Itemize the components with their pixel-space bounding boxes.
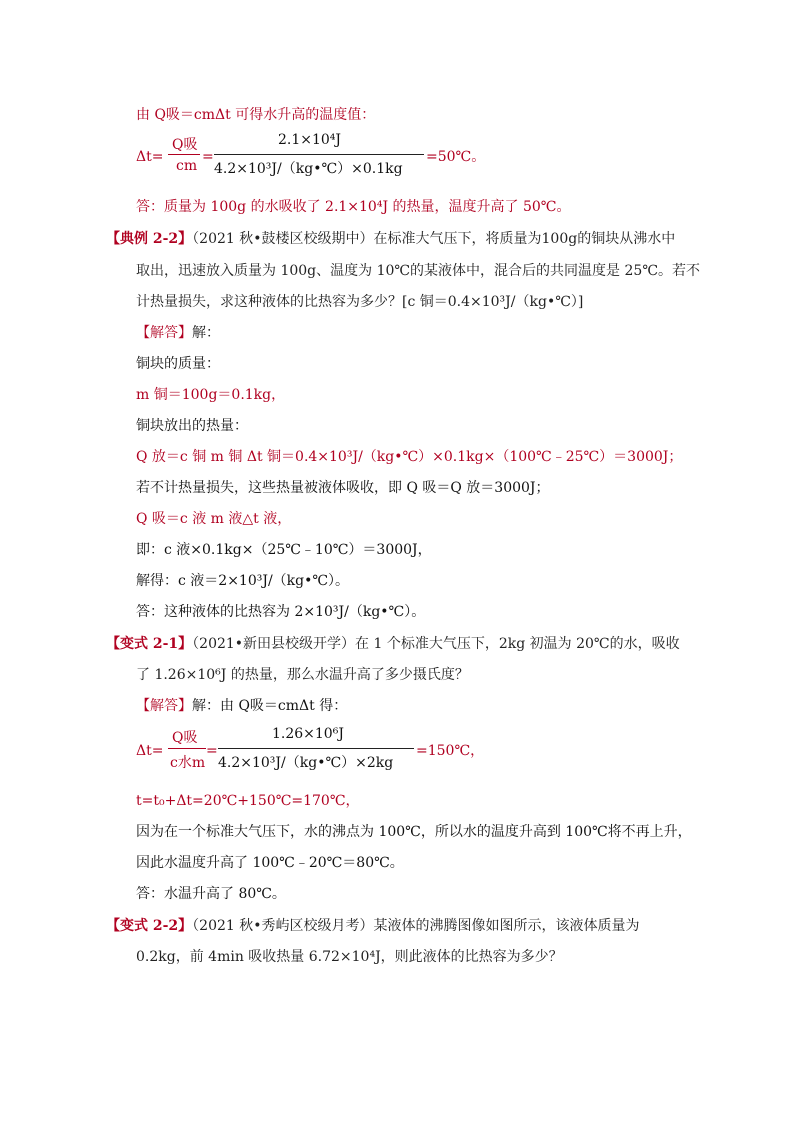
- example-line-1: （2021 秋•鼓楼区校级期中）在标准大气压下，将质量为100g的铜块从沸水中: [192, 231, 676, 247]
- example-2-2: [106, 230, 675, 248]
- sol-line-4: Q 放＝c 铜 m 铜 Δt 铜＝0.4×10³J/（kg•℃）×0.1kg×（100℃﹣25℃）＝3000J；: [136, 449, 683, 465]
- variant-solution-header: [136, 697, 347, 715]
- example-tag: 【典例 2-2】: [106, 231, 193, 247]
- solution-intro: 解：: [192, 325, 220, 341]
- variant-sol-line-2: 因为在一个标准大气压下，水的沸点为 100℃，所以水的温度升高到 100℃将不再上升，: [136, 824, 692, 840]
- eq1-mid: =: [202, 149, 214, 165]
- sol-line-3: 铜块放出的热量：: [136, 418, 248, 434]
- variant-tag: 【变式 2-2】: [106, 918, 193, 934]
- variant-2-1: [106, 635, 680, 653]
- sol-line-6: Q 吸＝c 液 m 液△t 液，: [136, 511, 292, 527]
- variant22-line-1: （2021 秋•秀屿区校级月考）某液体的沸腾图像如图所示，该液体质量为: [192, 918, 640, 934]
- solution-intro: 解：由 Q吸＝cmΔt 得：: [192, 698, 348, 714]
- sol-line-8: 解得：c 液＝2×10³J/（kg•℃）。: [136, 573, 350, 589]
- sol-line-9: 答：这种液体的比热容为 2×10³J/（kg•℃）。: [136, 604, 426, 620]
- eq2-frac1-den: c水m: [170, 755, 206, 771]
- sol-line-1: 铜块的质量：: [136, 356, 220, 372]
- sol-line-2: m 铜＝100g＝0.1kg，: [136, 387, 286, 403]
- eq2-frac1-num: Q吸: [172, 730, 198, 746]
- variant-line-1: （2021•新田县校级开学）在 1 个标准大气压下，2kg 初温为 20℃的水，吸收: [192, 636, 680, 652]
- variant-2-2: [106, 917, 640, 935]
- sol-line-5: 若不计热量损失，这些热量被液体吸收，即 Q 吸＝Q 放＝3000J；: [136, 480, 550, 496]
- intro-line: 由 Q吸＝cmΔt 可得水升高的温度值：: [136, 107, 376, 123]
- eq1-frac2-num: 2.1×10⁴J: [278, 132, 342, 148]
- solution-tag: 【解答】: [136, 698, 192, 714]
- eq1-lhs: Δt=: [136, 149, 164, 165]
- eq1-frac2-bar: [214, 154, 424, 155]
- eq1-frac1-num: Q吸: [172, 137, 198, 153]
- eq2-mid: =: [206, 743, 218, 759]
- eq1-frac2-den: 4.2×10³J/（kg•℃）×0.1kg: [214, 161, 403, 177]
- eq2-frac2-bar: [218, 748, 414, 749]
- eq1-frac1-bar: [168, 154, 200, 155]
- variant-tag: 【变式 2-1】: [106, 636, 193, 652]
- variant-sol-line-1: t=t₀+Δt=20℃+150℃=170℃，: [136, 793, 360, 809]
- variant-sol-line-4: 答：水温升高了 80℃。: [136, 886, 286, 902]
- sol-line-7: 即：c 液×0.1kg×（25℃﹣10℃）＝3000J，: [136, 542, 432, 558]
- eq2-result: =150℃，: [416, 743, 485, 759]
- answer-1: 答：质量为 100g 的水吸收了 2.1×10⁴J 的热量，温度升高了 50℃。: [136, 199, 571, 215]
- solution-header: [136, 324, 220, 342]
- eq1-result: =50℃。: [426, 149, 486, 165]
- eq2-frac2-den: 4.2×10³J/（kg•℃）×2kg: [218, 755, 394, 771]
- eq2-lhs: Δt=: [136, 743, 164, 759]
- eq1-frac1-den: cm: [176, 158, 198, 174]
- variant22-line-2: 0.2kg，前 4min 吸收热量 6.72×10⁴J，则此液体的比热容为多少？: [136, 949, 563, 965]
- example-line-2: 取出，迅速放入质量为 100g、温度为 10℃的某液体中，混合后的共同温度是 25℃。若不: [136, 263, 700, 279]
- solution-tag: 【解答】: [136, 325, 192, 341]
- variant-sol-line-3: 因此水温度升高了 100℃﹣20℃＝80℃。: [136, 855, 404, 871]
- eq2-frac2-num: 1.26×10⁶J: [272, 726, 344, 742]
- variant-line-2: 了 1.26×10⁶J 的热量，那么水温升高了多少摄氏度？: [136, 667, 469, 683]
- eq2-frac1-bar: [168, 748, 206, 749]
- example-line-3: 计热量损失，求这种液体的比热容为多少？[c 铜＝0.4×10³J/（kg•℃）]: [136, 294, 584, 310]
